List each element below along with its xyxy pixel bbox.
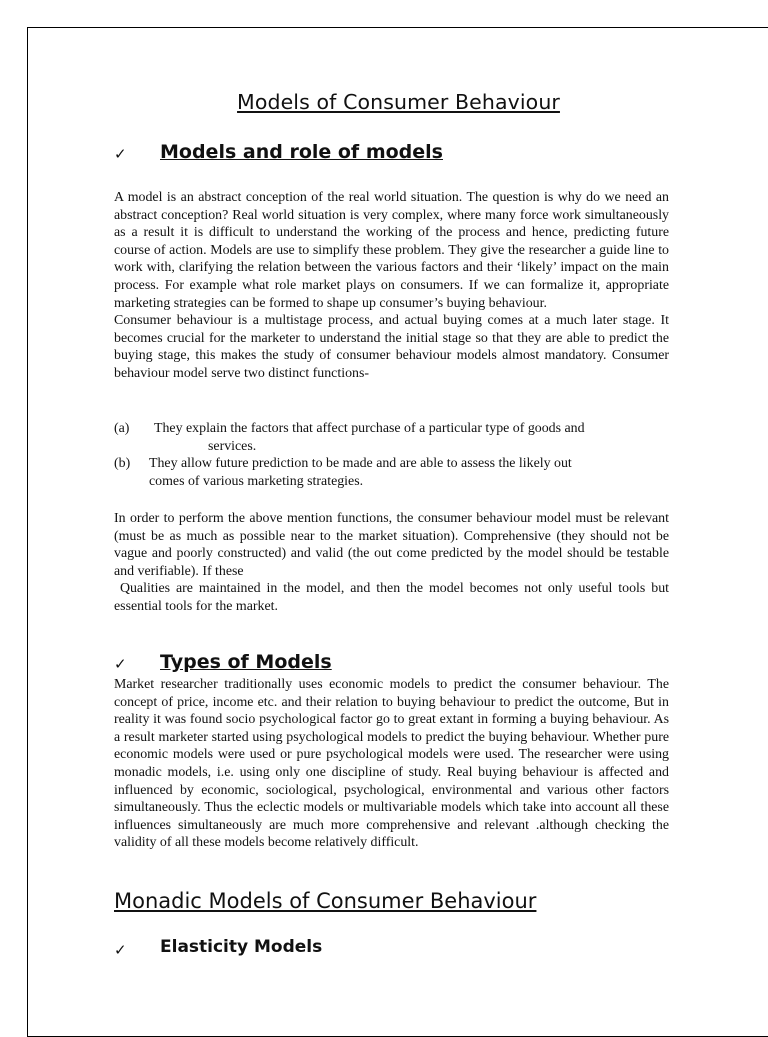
function-list <box>114 420 669 490</box>
list-item-continuation: services. <box>208 438 257 454</box>
paragraph: Qualities are maintained in the model, and then the model becomes not only useful tools but essential tools for the market. <box>114 581 673 614</box>
list-marker: (b) <box>114 456 131 472</box>
section1-body <box>114 189 669 383</box>
paragraph: Consumer behaviour is a multistage process, and actual buying comes at a much later stage. It becomes crucial for the marketer to understand the initial stage so that they are able to predict the buying stage, this makes the study of consumer behaviour models almost mandatory. Consumer behaviour model serve two distinct functions- <box>114 313 669 381</box>
list-item <box>114 455 669 490</box>
section-heading-monadic: Monadic Models of Consumer Behaviour <box>114 889 537 913</box>
list-marker: (a) <box>114 421 130 436</box>
section-heading-types: Types of Models <box>160 651 332 673</box>
subheading-elasticity: Elasticity Models <box>160 937 323 957</box>
checkmark-icon: ✓ <box>114 657 127 673</box>
checkmark-icon: ✓ <box>114 147 127 163</box>
document-title: Models of Consumer Behaviour <box>237 90 560 114</box>
list-item-text: They allow future prediction to be made and are able to assess the likely out <box>149 456 572 472</box>
paragraph: A model is an abstract conception of the real world situation. The question is why do we need an abstract conception? Real world situation is very complex, where many force work simultaneously as a result it is difficult to understand the working of the process and hence, predicting future course of action. Models are use to simplify these problem. They give the researcher a guide line to work with, clarifying the relation between the various factors and their ‘likely’ impact on the main process. For example what role market plays on consumers. If we can formalize it, appropriate marketing strategies can be formed to shape up consumer’s buying behaviour. <box>114 190 669 311</box>
paragraph: In order to perform the above mention functions, the consumer behaviour model must be relevant (must be as much as possible near to the market situation). Comprehensive (they should not be vague and poorly constructed) and valid (the out come predicted by the model should be testable and verifiable). If these <box>114 511 669 579</box>
list-item-continuation: comes of various marketing strategies. <box>149 473 364 489</box>
list-item <box>114 420 669 455</box>
list-item-text: They explain the factors that affect purchase of a particular type of goods and <box>154 421 585 436</box>
paragraph: Market researcher traditionally uses economic models to predict the consumer behaviour. The concept of price, income etc. and their relation to buying behaviour to predict the outcome, But in reality it was found socio psychological factor go to great extant in forming a buying behaviour. As a result marketer started using psychological models to predict the buying behaviour. Whether pure economic models were used or pure psychological models were used. The researcher were using monadic models, i.e. using only one discipline of study. Real buying behaviour is affected and influenced by economic, sociological, psychological, environmental and various other factors simultaneously. Thus the eclectic models or multivariable models which take into account all these influences simultaneously are much more comprehensive and relevant .although checking the validity of all these models become relatively difficult. <box>114 677 669 851</box>
section2-body <box>114 676 669 852</box>
checkmark-icon: ✓ <box>114 943 127 959</box>
document-page <box>27 27 768 1037</box>
section1-conclusion <box>114 510 673 616</box>
section-heading-models-role: Models and role of models <box>160 141 443 163</box>
